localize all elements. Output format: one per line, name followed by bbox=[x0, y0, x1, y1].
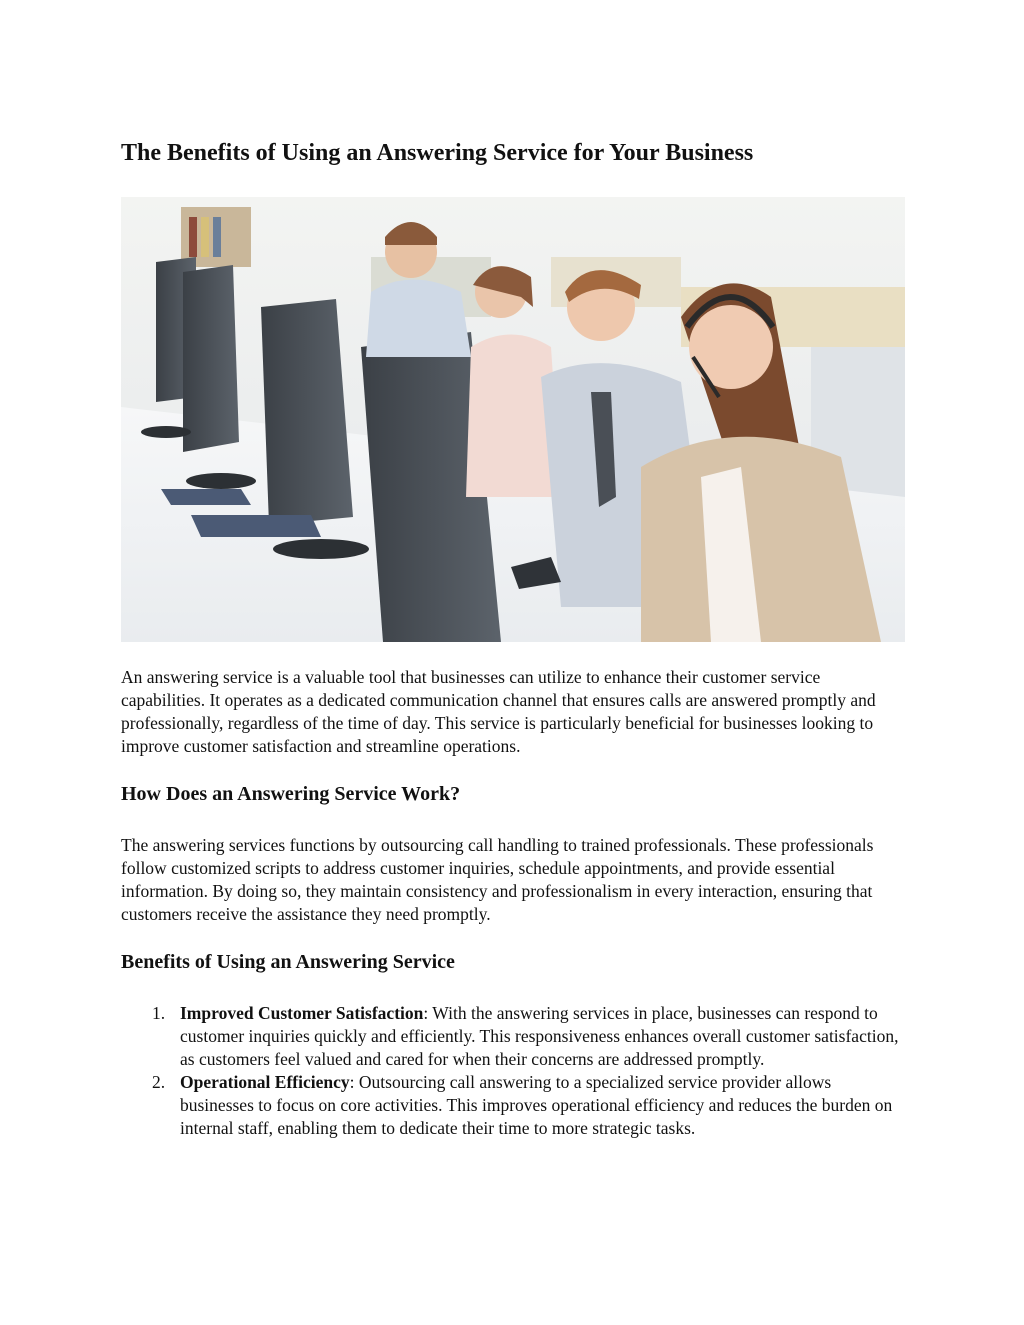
section-heading-benefits: Benefits of Using an Answering Service bbox=[121, 951, 455, 973]
benefits-list bbox=[121, 1002, 905, 1140]
how-it-works-paragraph: The answering services functions by outsourcing call handling to trained professionals. These professionals follow customized scripts to address customer inquiries, schedule appointments, and provide essential information. By doing so, they maintain consistency and professionalism in every interaction, ensuring that customers receive the assistance they need promptly. bbox=[121, 835, 874, 924]
list-number: 2. bbox=[152, 1072, 166, 1092]
list-item bbox=[121, 1002, 905, 1071]
page-title: The Benefits of Using an Answering Service for Your Business bbox=[121, 140, 754, 166]
section-heading-how-it-works: How Does an Answering Service Work? bbox=[121, 783, 461, 805]
list-item-term: Operational Efficiency bbox=[180, 1072, 350, 1092]
list-item bbox=[121, 1071, 905, 1140]
list-item-text: : With the answering services in place, businesses can respond to customer inquiries quickly and efficiently. This responsiveness enhances overall customer satisfaction, as customers feel valued and cared for when their concerns are addressed promptly. bbox=[180, 1003, 899, 1069]
intro-paragraph: An answering service is a valuable tool that businesses can utilize to enhance their customer service capabilities. It operates as a dedicated communication channel that ensures calls are answered promptly and professionally, regardless of the time of day. This service is particularly beneficial for businesses looking to improve customer satisfaction and streamline operations. bbox=[121, 667, 876, 756]
list-item-term: Improved Customer Satisfaction bbox=[180, 1003, 424, 1023]
list-number: 1. bbox=[152, 1003, 166, 1023]
call-center-photo bbox=[121, 197, 905, 642]
list-item-text: : Outsourcing call answering to a specialized service provider allows businesses to focus on core activities. This improves operational efficiency and reduces the burden on internal staff, enabling them to dedicate their time to more strategic tasks. bbox=[180, 1072, 893, 1138]
